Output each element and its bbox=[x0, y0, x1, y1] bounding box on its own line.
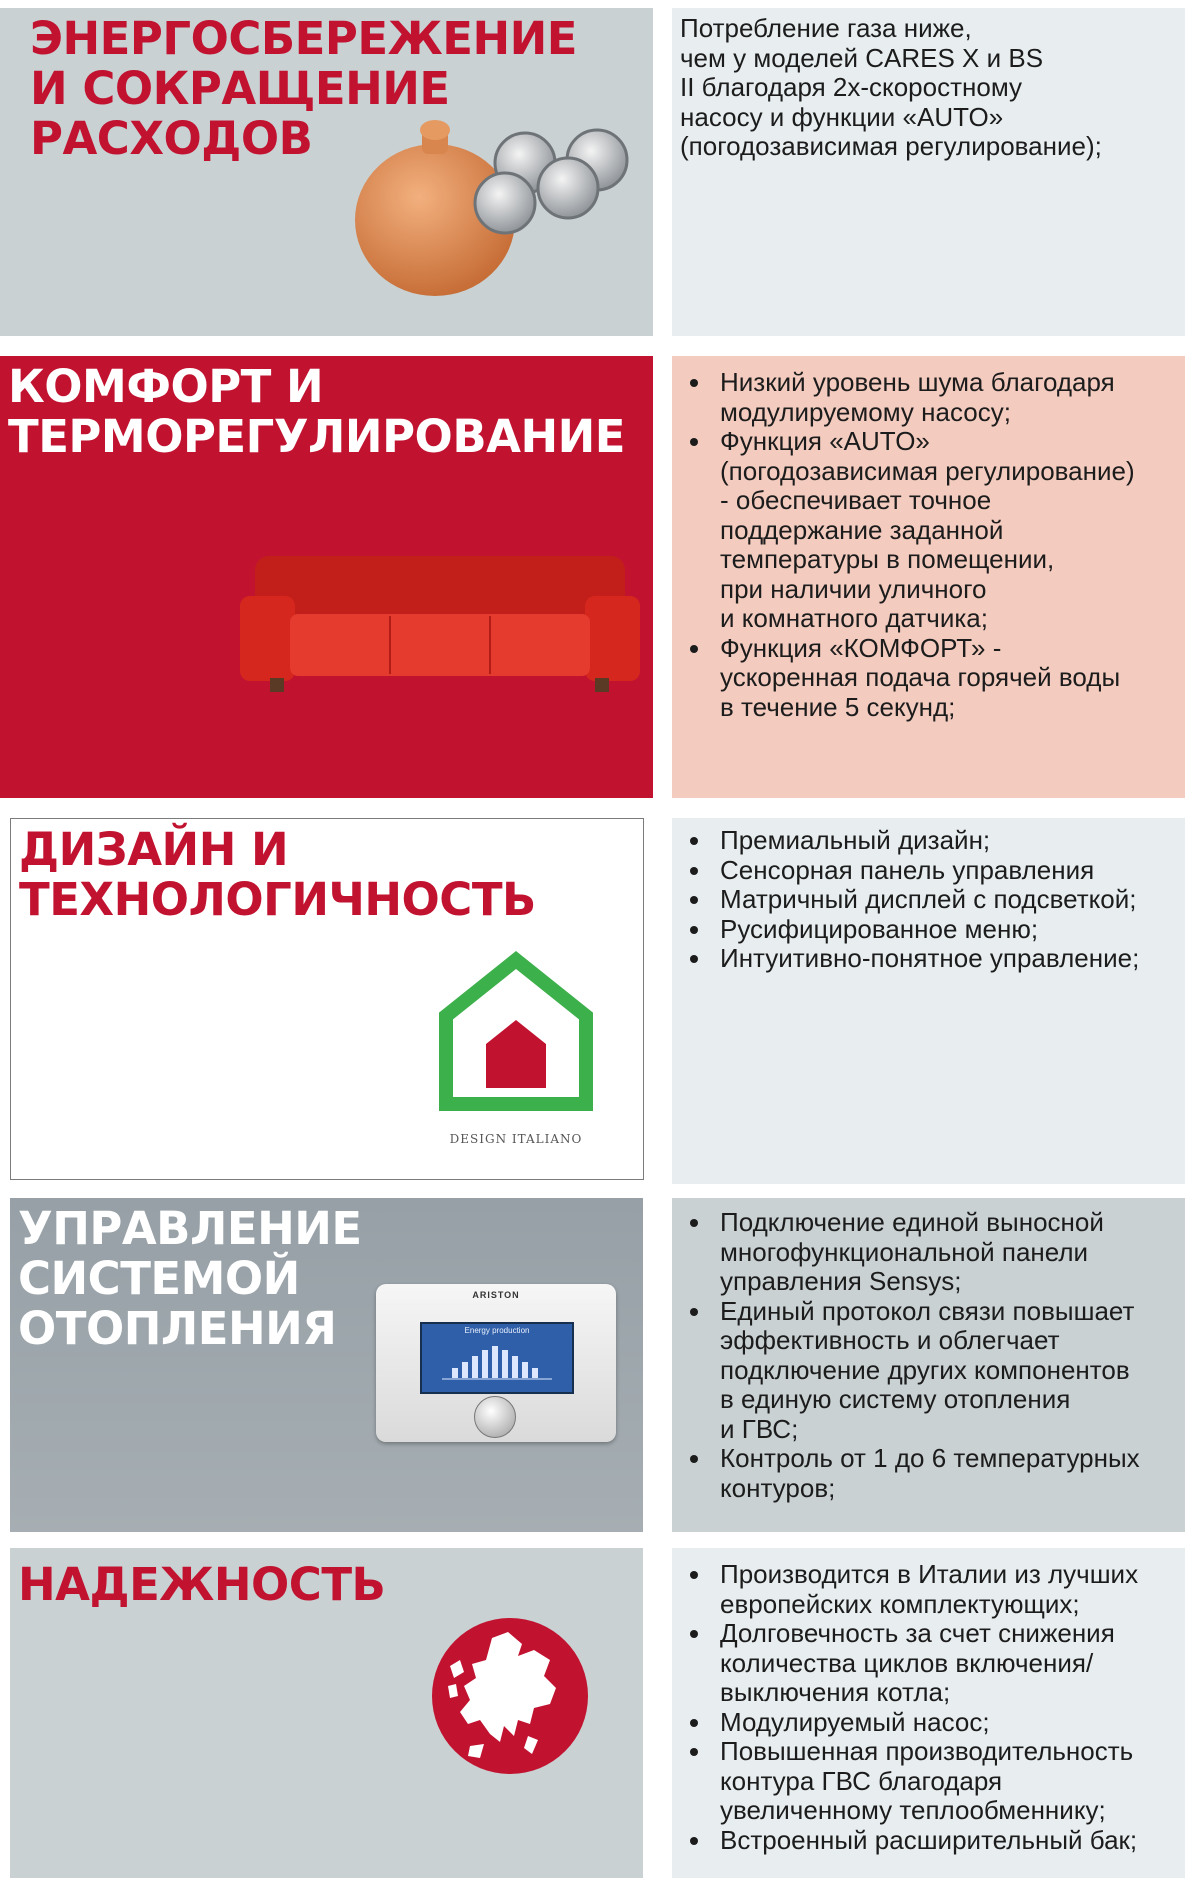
bullet-list bbox=[682, 1208, 1140, 1503]
list-item: Русифицированное меню; bbox=[682, 915, 1139, 945]
list-item: Низкий уровень шума благодаря модулируемому насосу; bbox=[682, 368, 1135, 427]
section-title: КОМФОРТ И ТЕРМОРЕГУЛИРОВАНИЕ bbox=[8, 360, 626, 463]
section-title: ЭНЕРГОСБЕРЕЖЕНИЕ И СОКРАЩЕНИЕ РАСХОДОВ bbox=[30, 12, 578, 165]
section-comfort-panel bbox=[0, 356, 653, 798]
list-item: Контроль от 1 до 6 температурных контуров; bbox=[682, 1444, 1140, 1503]
list-item: Сенсорная панель управления bbox=[682, 856, 1139, 886]
device-brand: ARISTON bbox=[472, 1290, 520, 1300]
device-screen bbox=[420, 1322, 574, 1394]
section-control-text-panel bbox=[672, 1198, 1185, 1532]
list-item: Встроенный расширительный бак; bbox=[682, 1826, 1138, 1856]
design-italiano-caption: DESIGN ITALIANO bbox=[449, 1132, 583, 1146]
list-item: Подключение единой выносной многофункциональной панели управления Sensys; bbox=[682, 1208, 1140, 1297]
section-text: Потребление газа ниже, чем у моделей CARES X и BS II благодаря 2х-скоростному насосу и функции «AUTO» (погодозависимая регулирование); bbox=[680, 13, 1102, 161]
red-sofa-icon bbox=[240, 556, 640, 696]
section-control-panel bbox=[10, 1198, 643, 1532]
section-design-text-panel bbox=[672, 818, 1185, 1184]
section-comfort-text-panel bbox=[672, 356, 1185, 798]
list-item: Функция «КОМФОРТ» - ускоренная подача горячей воды в течение 5 секунд; bbox=[682, 634, 1135, 723]
bar-graph-icon bbox=[422, 1338, 572, 1388]
section-title: НАДЕЖНОСТЬ bbox=[18, 1558, 386, 1611]
sensys-control-panel-icon bbox=[376, 1284, 616, 1442]
section-energy-panel bbox=[0, 8, 653, 336]
list-item: Повышенная производительность контура ГВС благодаря увеличенному теплообменнику; bbox=[682, 1737, 1138, 1826]
list-item: Долговечность за счет снижения количества циклов включения/ выключения котла; bbox=[682, 1619, 1138, 1708]
bullet-list bbox=[682, 1560, 1138, 1855]
section-energy-text-panel bbox=[672, 8, 1185, 336]
list-item: Интуитивно-понятное управление; bbox=[682, 944, 1139, 974]
bullet-list bbox=[682, 826, 1139, 974]
device-knob bbox=[474, 1396, 516, 1438]
section-reliability-text-panel bbox=[672, 1548, 1185, 1878]
bullet-list bbox=[682, 368, 1135, 722]
europe-map-icon bbox=[430, 1616, 590, 1776]
section-reliability-panel bbox=[10, 1548, 643, 1878]
piggy-bank-coins-icon bbox=[355, 118, 615, 298]
list-item: Модулируемый насос; bbox=[682, 1708, 1138, 1738]
list-item: Премиальный дизайн; bbox=[682, 826, 1139, 856]
list-item: Производится в Италии из лучших европейских комплектующих; bbox=[682, 1560, 1138, 1619]
list-item: Функция «AUTO» (погодозависимая регулирование) - обеспечивает точное поддержание заданной температуры в помещении, при наличии уличного и комнатного датчика; bbox=[682, 427, 1135, 634]
list-item: Единый протокол связи повышает эффективность и облегчает подключение других компонентов в единую систему отопления и ГВС; bbox=[682, 1297, 1140, 1445]
design-italiano-house-icon bbox=[436, 954, 596, 1114]
list-item: Матричный дисплей с подсветкой; bbox=[682, 885, 1139, 915]
device-screen-title: Energy production bbox=[464, 1326, 530, 1335]
section-design-panel bbox=[10, 818, 644, 1180]
section-title: УПРАВЛЕНИЕ СИСТЕМОЙ ОТОПЛЕНИЯ bbox=[18, 1202, 362, 1355]
section-title: ДИЗАЙН И ТЕХНОЛОГИЧНОСТЬ bbox=[19, 823, 536, 926]
